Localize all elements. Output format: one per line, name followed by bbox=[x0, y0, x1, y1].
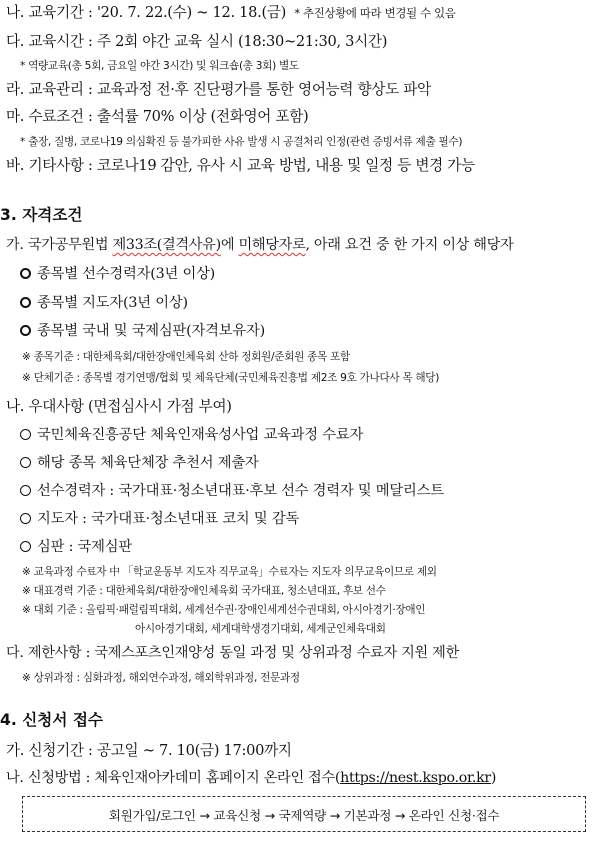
a-mid: 에 bbox=[220, 237, 239, 253]
b-item-text: 선수경력자 : 국가대표·청소년대표·후보 선수 경력자 및 메달리스트 bbox=[37, 483, 444, 499]
period-text: 나. 교육기간 : '20. 7. 22.(수) ~ 12. 18.(금) bbox=[6, 4, 287, 21]
bullet-circle-icon bbox=[20, 485, 31, 496]
c-note: ※ 상위과정 : 심화과정, 해외연수과정, 해외학위과정, 전문과정 bbox=[22, 672, 300, 684]
b-note-3: ※ 대회 기준 : 올림픽·패럴림픽대회, 세계선수권·장애인세계선수권대회, 아시아경기·장애인 bbox=[22, 604, 426, 616]
academy-link[interactable]: https://nest.kspo.or.kr bbox=[340, 770, 491, 786]
section3-a bbox=[6, 237, 600, 255]
a-item-text: 종목별 국내 및 국제심판(자격보유자) bbox=[37, 323, 265, 339]
b-note-1: ※ 교육과정 수료자 中 「학교운동부 지도자 직무교육」수료자는 지도자 의무교육이므로 제외 bbox=[22, 566, 437, 578]
time-line: 다. 교육시간 : 주 2회 야간 교육 실시 (18:30~21:30, 3시간) bbox=[6, 33, 388, 50]
application-flow-box bbox=[22, 796, 586, 832]
method-suffix: ) bbox=[490, 770, 497, 786]
b-item-2 bbox=[20, 455, 600, 473]
application-flow-text: 회원가입/로그인 → 교육신청 → 국제역량 → 기본과정 → 온라인 신청·접수 bbox=[108, 807, 500, 823]
method-prefix: 나. 신청방법 : 체육인재아카데미 홈페이지 온라인 접수( bbox=[6, 770, 341, 786]
a-item-2 bbox=[20, 295, 600, 313]
bullet-circle-icon bbox=[20, 541, 31, 552]
a-item-text: 종목별 지도자(3년 이상) bbox=[37, 295, 188, 311]
b-item-5 bbox=[20, 539, 600, 557]
section4-method bbox=[6, 770, 600, 788]
b-item-1 bbox=[20, 427, 600, 445]
b-item-text: 심판 : 국제심판 bbox=[37, 539, 132, 555]
a-law: 제33조(결격사유) bbox=[112, 237, 221, 253]
section4-period: 가. 신청기간 : 공고일 ~ 7. 10(금) 17:00까지 bbox=[6, 742, 292, 759]
b-note-4: 아시아경기대회, 세계대학생경기대회, 세계군인체육대회 bbox=[135, 623, 386, 635]
a-prefix: 가. 국가공무원법 bbox=[6, 237, 113, 253]
mgmt-line: 라. 교육관리 : 교육과정 전·후 진단평가를 통한 영어능력 향상도 파악 bbox=[6, 81, 431, 98]
a-suffix: , 아래 요건 중 한 가지 이상 해당자 bbox=[305, 237, 514, 253]
a-item-3 bbox=[20, 323, 600, 341]
a-note-1: ※ 종목기준 : 대한체육회/대한장애인체육회 산하 정회원/준회원 종목 포함 bbox=[22, 351, 350, 363]
etc-line: 바. 기타사항 : 코로나19 감안, 유사 시 교육 방법, 내용 및 일정 등 변경 가능 bbox=[6, 157, 475, 174]
section3-b-title: 나. 우대사항 (면접심사시 가점 부여) bbox=[6, 398, 232, 415]
cert-note: * 출장, 질병, 코로나19 의심확진 등 불가피한 사유 발생 시 공결처리 인정(관련 증빙서류 제출 필수) bbox=[20, 136, 463, 148]
bullet-circle-icon bbox=[20, 268, 31, 279]
a-item-1 bbox=[20, 266, 600, 284]
a-hit: 미해당자로 bbox=[238, 237, 306, 253]
bullet-circle-icon bbox=[20, 325, 31, 336]
bullet-circle-icon bbox=[20, 513, 31, 524]
bullet-circle-icon bbox=[20, 297, 31, 308]
cert-line: 마. 수료조건 : 출석률 70% 이상 (전화영어 포함) bbox=[6, 108, 309, 125]
b-item-text: 국민체육진흥공단 체육인재육성사업 교육과정 수료자 bbox=[37, 427, 364, 443]
b-item-4 bbox=[20, 511, 600, 529]
b-item-text: 해당 종목 체육단체장 추천서 제출자 bbox=[37, 455, 259, 471]
b-note-2: ※ 대표경력 기준 : 대한체육회/대한장애인체육회 국가대표, 청소년대표, 후보 선수 bbox=[22, 585, 386, 597]
bullet-circle-icon bbox=[20, 429, 31, 440]
section3-title: 3. 자격조건 bbox=[0, 206, 83, 224]
time-note: * 역량교육(총 5회, 금요일 야간 3시간) 및 워크숍(총 3회) 별도 bbox=[20, 60, 299, 72]
a-note-2: ※ 단체기준 : 종목별 경기연맹/협회 및 체육단체(국민체육진흥법 제2조 9호 가나다사 목 해당) bbox=[22, 372, 440, 384]
period-line bbox=[6, 4, 600, 22]
bullet-circle-icon bbox=[20, 457, 31, 468]
section4-title: 4. 신청서 접수 bbox=[0, 711, 103, 729]
b-item-3 bbox=[20, 483, 600, 501]
b-item-text: 지도자 : 국가대표·청소년대표 코치 및 감독 bbox=[37, 511, 300, 527]
period-note: * 추진상황에 따라 변경될 수 있음 bbox=[294, 6, 456, 20]
a-item-text: 종목별 선수경력자(3년 이상) bbox=[37, 266, 216, 282]
section3-c-title: 다. 제한사항 : 국제스포츠인재양성 동일 과정 및 상위과정 수료자 지원 제한 bbox=[6, 645, 459, 661]
